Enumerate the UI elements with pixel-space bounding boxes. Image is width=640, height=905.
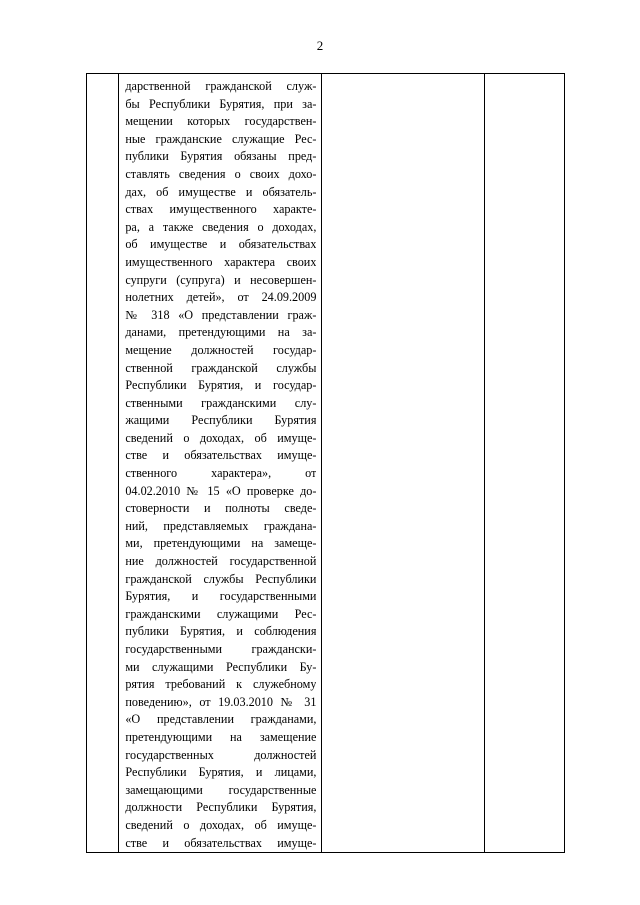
text-line: сведений о доходах, об имуще- [125, 430, 317, 445]
text-line: публики Бурятия, и соблюдения [125, 624, 317, 639]
text-line: дах, об имуществе и обязатель- [125, 184, 317, 199]
text-line: об имуществе и обязательствах [125, 237, 317, 252]
text-line: ственными гражданскими слу- [125, 395, 317, 410]
text-line: «О представлении гражданами, [125, 712, 317, 727]
table-cell-empty [322, 74, 485, 853]
text-line: ра, а также сведения о доходах, [125, 219, 317, 234]
text-line: имущественного характера своих [125, 254, 317, 269]
cell-paragraph [119, 74, 321, 852]
text-line: поведению», от 19.03.2010 № 31 [125, 694, 317, 709]
text-line: данами, претендующими на за- [125, 325, 317, 340]
table-cell-empty [485, 74, 565, 853]
text-line: Республики Бурятия, и государ- [125, 378, 317, 393]
text-line: стве и обязательствах имуще- [125, 835, 317, 850]
text-line: стоверности и полноты сведе- [125, 501, 317, 516]
text-line: сведений о доходах, об имуще- [125, 817, 317, 832]
text-line: бы Республики Бурятия, при за- [125, 96, 317, 111]
document-table [86, 73, 565, 853]
text-line: государственными граждански- [125, 642, 317, 656]
text-line: должности Республики Бурятия, [125, 800, 317, 815]
text-line: стве и обязательствах имуще- [125, 448, 317, 463]
text-line: ние должностей государственной [125, 554, 317, 569]
text-line: Бурятия, и государственными [125, 589, 317, 604]
table-cell-number [87, 74, 119, 853]
text-line: публики Бурятия обязаны пред- [125, 149, 317, 164]
table-cell-text [119, 74, 322, 853]
text-line: государственных должностей [125, 747, 317, 762]
text-line: ний, представляемых граждана- [125, 518, 317, 533]
text-line: нолетних детей», от 24.09.2009 [125, 290, 317, 305]
text-line: ми служащими Республики Бу- [125, 659, 317, 674]
text-line: ставлять сведения о своих дохо- [125, 166, 317, 181]
text-line: ственного характера», от [125, 466, 317, 481]
text-line: 04.02.2010 № 15 «О проверке до- [125, 483, 317, 498]
text-line: гражданской службы Республики [125, 571, 317, 586]
text-line: гражданскими служащими Рес- [125, 606, 317, 621]
page-number: 2 [316, 38, 324, 53]
text-line: рятия требований к служебному [125, 677, 317, 692]
text-line: супруги (супруга) и несовершен- [125, 272, 317, 287]
text-line: Республики Бурятия, и лицами, [125, 765, 317, 780]
text-line: ствах имущественного характе- [125, 202, 317, 217]
text-line: мещении которых государствен- [125, 114, 317, 129]
text-line: ственной гражданской службы [125, 360, 317, 375]
text-line: мещение должностей государ- [125, 342, 317, 357]
text-line: № 318 «О представлении граж- [125, 307, 317, 322]
text-line: замещающими государственные [125, 782, 317, 797]
table-row [87, 74, 565, 853]
text-line: претендующими на замещение [125, 729, 317, 744]
text-line: ми, претендующими на замеще- [125, 536, 317, 551]
text-line: дарственной гражданской служ- [125, 79, 317, 93]
text-line: жащими Республики Бурятия [125, 413, 317, 428]
text-line: ные гражданские служащие Рес- [125, 131, 317, 146]
